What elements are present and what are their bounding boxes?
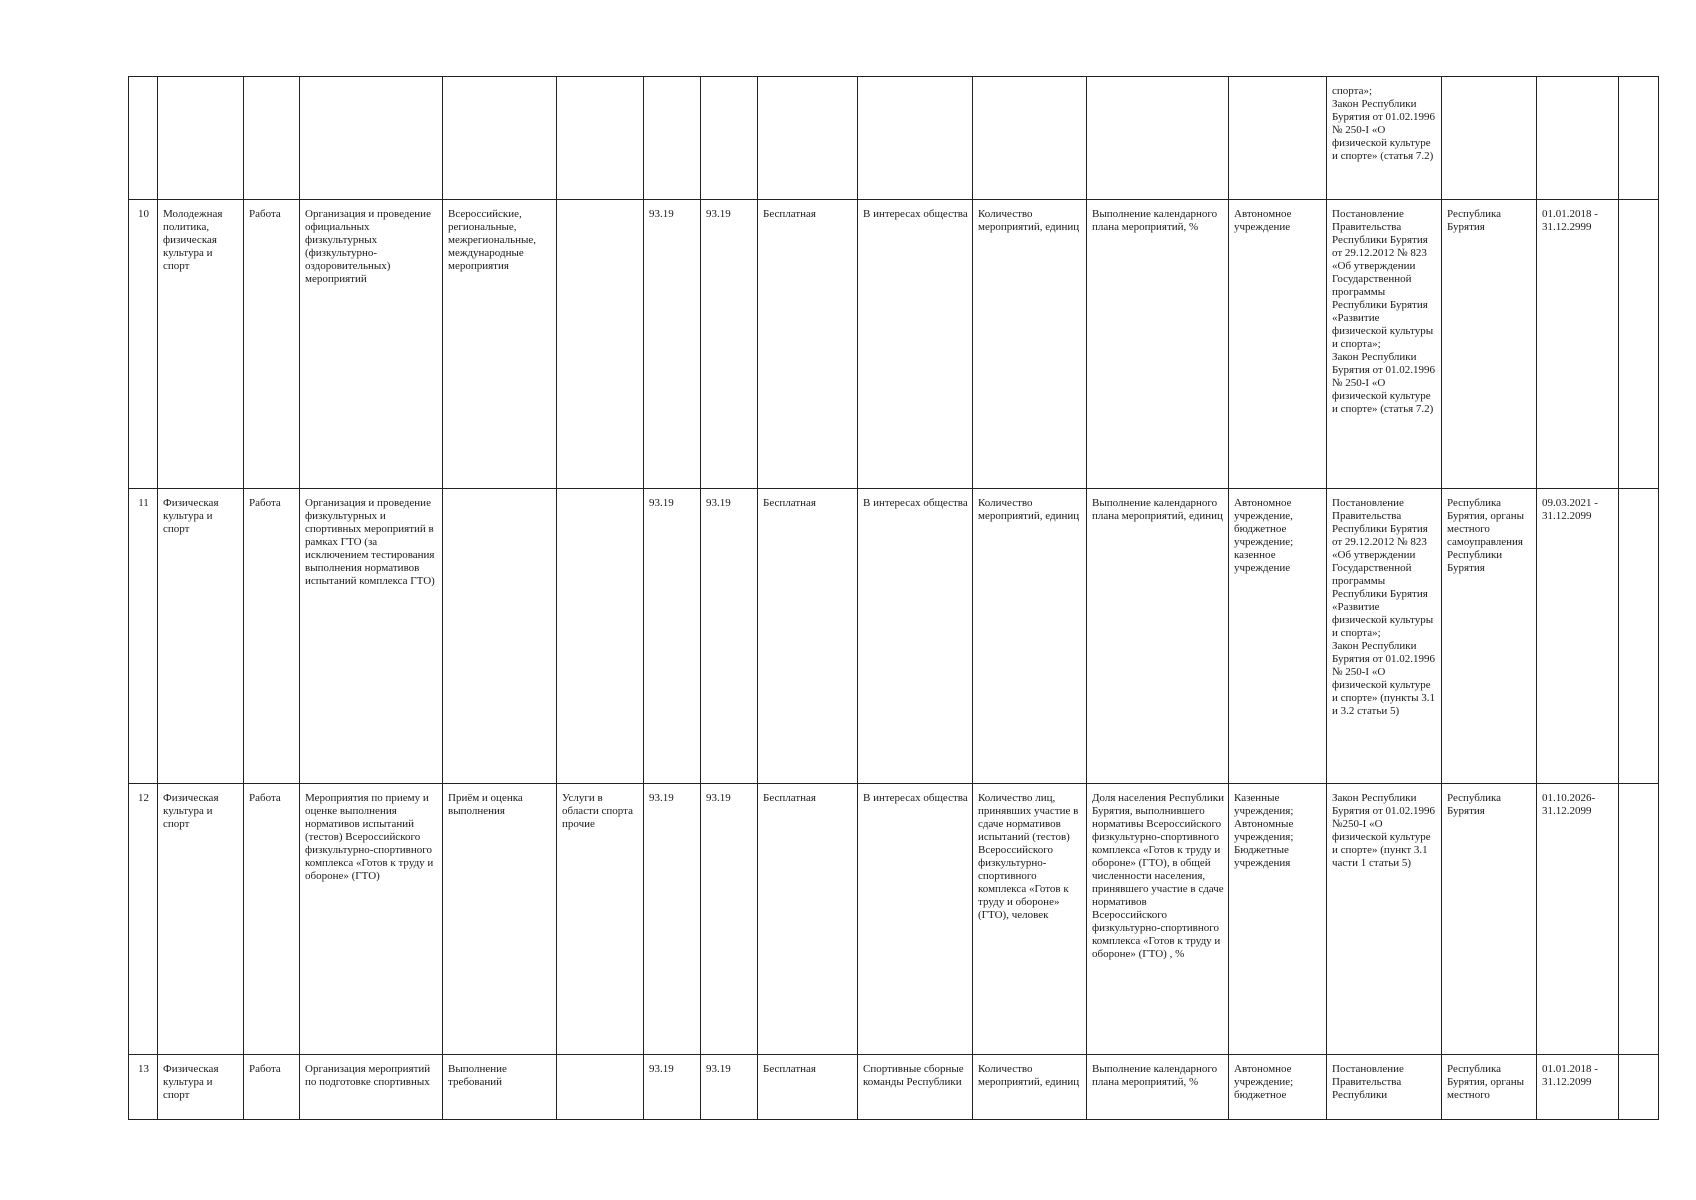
cell-legal-basis: Постановление Правительства Республики Бурятия от 29.12.2012 № 823 «Об утверждении Государственной программы Республики Бурятия «Развитие физической культуры и спорта»; Закон Республики Бурятия от 01.02.1996 № 250-I «О физической культуре и спорте» (статья 7.2) bbox=[1327, 200, 1442, 489]
cell-authority: Республика Бурятия, органы местного самоуправления Республики Бурятия bbox=[1442, 489, 1537, 784]
cell-quality-indicator: Выполнение календарного плана мероприятий, % bbox=[1087, 1055, 1229, 1120]
cell-institution-type: Автономное учреждение bbox=[1229, 200, 1327, 489]
cell-okved-1 bbox=[644, 77, 701, 200]
cell-name: Организация мероприятий по подготовке спортивных bbox=[300, 1055, 443, 1120]
cell-activity-area: Физическая культура и спорт bbox=[158, 784, 244, 1055]
cell-consumers: Спортивные сборные команды Республики bbox=[858, 1055, 973, 1120]
cell-okved-2 bbox=[701, 77, 758, 200]
cell-institution-type: Автономное учреждение, бюджетное учреждение; казенное учреждение bbox=[1229, 489, 1327, 784]
cell-period bbox=[1537, 77, 1619, 200]
cell-activity-area: Физическая культура и спорт bbox=[158, 489, 244, 784]
cell-payment: Бесплатная bbox=[758, 200, 858, 489]
table-row bbox=[129, 1055, 1659, 1120]
cell-content bbox=[443, 77, 557, 200]
cell-row-number: 11 bbox=[129, 489, 158, 784]
cell-services bbox=[557, 1055, 644, 1120]
cell-quality-indicator bbox=[1087, 77, 1229, 200]
table-row bbox=[129, 784, 1659, 1055]
table-row bbox=[129, 200, 1659, 489]
cell-authority: Республика Бурятия, органы местного bbox=[1442, 1055, 1537, 1120]
cell-period: 09.03.2021 - 31.12.2099 bbox=[1537, 489, 1619, 784]
cell-period: 01.01.2018 - 31.12.2099 bbox=[1537, 1055, 1619, 1120]
cell-name: Мероприятия по приему и оценке выполнения нормативов испытаний (тестов) Всероссийского физкультурно-спортивного комплекса «Готов к труду и обороне» (ГТО) bbox=[300, 784, 443, 1055]
cell-name: Организация и проведение физкультурных и спортивных мероприятий в рамках ГТО (за исключением тестирования выполнения нормативов испытаний комплекса ГТО) bbox=[300, 489, 443, 784]
cell-payment: Бесплатная bbox=[758, 1055, 858, 1120]
cell-content bbox=[443, 489, 557, 784]
cell-period: 01.01.2018 - 31.12.2999 bbox=[1537, 200, 1619, 489]
cell-okved-2: 93.19 bbox=[701, 200, 758, 489]
cell-services bbox=[557, 77, 644, 200]
cell-activity-area bbox=[158, 77, 244, 200]
cell-empty bbox=[1619, 489, 1659, 784]
cell-authority bbox=[1442, 77, 1537, 200]
cell-kind: Работа bbox=[244, 784, 300, 1055]
cell-row-number: 12 bbox=[129, 784, 158, 1055]
table-row bbox=[129, 489, 1659, 784]
cell-volume-indicator: Количество лиц, принявших участие в сдаче нормативов испытаний (тестов) Всероссийского физкультурно-спортивного комплекса «Готов к труду и обороне» (ГТО), человек bbox=[973, 784, 1087, 1055]
cell-empty bbox=[1619, 1055, 1659, 1120]
cell-services bbox=[557, 200, 644, 489]
cell-content: Всероссийские, региональные, межрегиональные, международные мероприятия bbox=[443, 200, 557, 489]
cell-okved-2: 93.19 bbox=[701, 489, 758, 784]
cell-kind: Работа bbox=[244, 200, 300, 489]
cell-kind bbox=[244, 77, 300, 200]
cell-institution-type: Автономное учреждение; бюджетное bbox=[1229, 1055, 1327, 1120]
cell-legal-basis: Закон Республики Бурятия от 01.02.1996 №250-I «О физической культуре и спорте» (пункт 3.1 части 1 статьи 5) bbox=[1327, 784, 1442, 1055]
cell-quality-indicator: Выполнение календарного плана мероприятий, % bbox=[1087, 200, 1229, 489]
cell-legal-basis: спорта»; Закон Республики Бурятия от 01.02.1996 № 250-I «О физической культуре и спорте» (статья 7.2) bbox=[1327, 77, 1442, 200]
cell-institution-type bbox=[1229, 77, 1327, 200]
cell-consumers: В интересах общества bbox=[858, 489, 973, 784]
cell-payment: Бесплатная bbox=[758, 489, 858, 784]
cell-period: 01.10.2026-31.12.2099 bbox=[1537, 784, 1619, 1055]
cell-row-number: 10 bbox=[129, 200, 158, 489]
cell-okved-1: 93.19 bbox=[644, 1055, 701, 1120]
cell-legal-basis: Постановление Правительства Республики Бурятия от 29.12.2012 № 823 «Об утверждении Государственной программы Республики Бурятия «Развитие физической культуры и спорта»; Закон Республики Бурятия от 01.02.1996 № 250-I «О физической культуре и спорте» (пункты 3.1 и 3.2 статьи 5) bbox=[1327, 489, 1442, 784]
cell-legal-basis: Постановление Правительства Республики bbox=[1327, 1055, 1442, 1120]
cell-consumers bbox=[858, 77, 973, 200]
cell-kind: Работа bbox=[244, 1055, 300, 1120]
cell-empty bbox=[1619, 784, 1659, 1055]
cell-consumers: В интересах общества bbox=[858, 200, 973, 489]
cell-volume-indicator bbox=[973, 77, 1087, 200]
cell-okved-2: 93.19 bbox=[701, 1055, 758, 1120]
cell-okved-1: 93.19 bbox=[644, 784, 701, 1055]
cell-payment bbox=[758, 77, 858, 200]
services-registry-table bbox=[128, 76, 1659, 1120]
cell-name: Организация и проведение официальных физкультурных (физкультурно-оздоровительных) мероприятий bbox=[300, 200, 443, 489]
cell-volume-indicator: Количество мероприятий, единиц bbox=[973, 1055, 1087, 1120]
cell-name bbox=[300, 77, 443, 200]
cell-content: Приём и оценка выполнения bbox=[443, 784, 557, 1055]
cell-payment: Бесплатная bbox=[758, 784, 858, 1055]
cell-okved-1: 93.19 bbox=[644, 200, 701, 489]
cell-quality-indicator: Выполнение календарного плана мероприятий, единиц bbox=[1087, 489, 1229, 784]
cell-empty bbox=[1619, 200, 1659, 489]
cell-institution-type: Казенные учреждения; Автономные учреждения; Бюджетные учреждения bbox=[1229, 784, 1327, 1055]
cell-row-number: 13 bbox=[129, 1055, 158, 1120]
cell-kind: Работа bbox=[244, 489, 300, 784]
table-row bbox=[129, 77, 1659, 200]
cell-row-number bbox=[129, 77, 158, 200]
cell-okved-1: 93.19 bbox=[644, 489, 701, 784]
cell-volume-indicator: Количество мероприятий, единиц bbox=[973, 200, 1087, 489]
cell-services: Услуги в области спорта прочие bbox=[557, 784, 644, 1055]
cell-okved-2: 93.19 bbox=[701, 784, 758, 1055]
cell-quality-indicator: Доля населения Республики Бурятия, выполнившего нормативы Всероссийского физкультурно-спортивного комплекса «Готов к труду и обороне» (ГТО), в общей численности населения, принявшего участие в сдаче нормативов Всероссийского физкультурно-спортивного комплекса «Готов к труду и обороне» (ГТО) , % bbox=[1087, 784, 1229, 1055]
cell-volume-indicator: Количество мероприятий, единиц bbox=[973, 489, 1087, 784]
cell-content: Выполнение требований bbox=[443, 1055, 557, 1120]
cell-activity-area: Молодежная политика, физическая культура и спорт bbox=[158, 200, 244, 489]
cell-services bbox=[557, 489, 644, 784]
cell-empty bbox=[1619, 77, 1659, 200]
cell-activity-area: Физическая культура и спорт bbox=[158, 1055, 244, 1120]
cell-authority: Республика Бурятия bbox=[1442, 200, 1537, 489]
cell-authority: Республика Бурятия bbox=[1442, 784, 1537, 1055]
cell-consumers: В интересах общества bbox=[858, 784, 973, 1055]
